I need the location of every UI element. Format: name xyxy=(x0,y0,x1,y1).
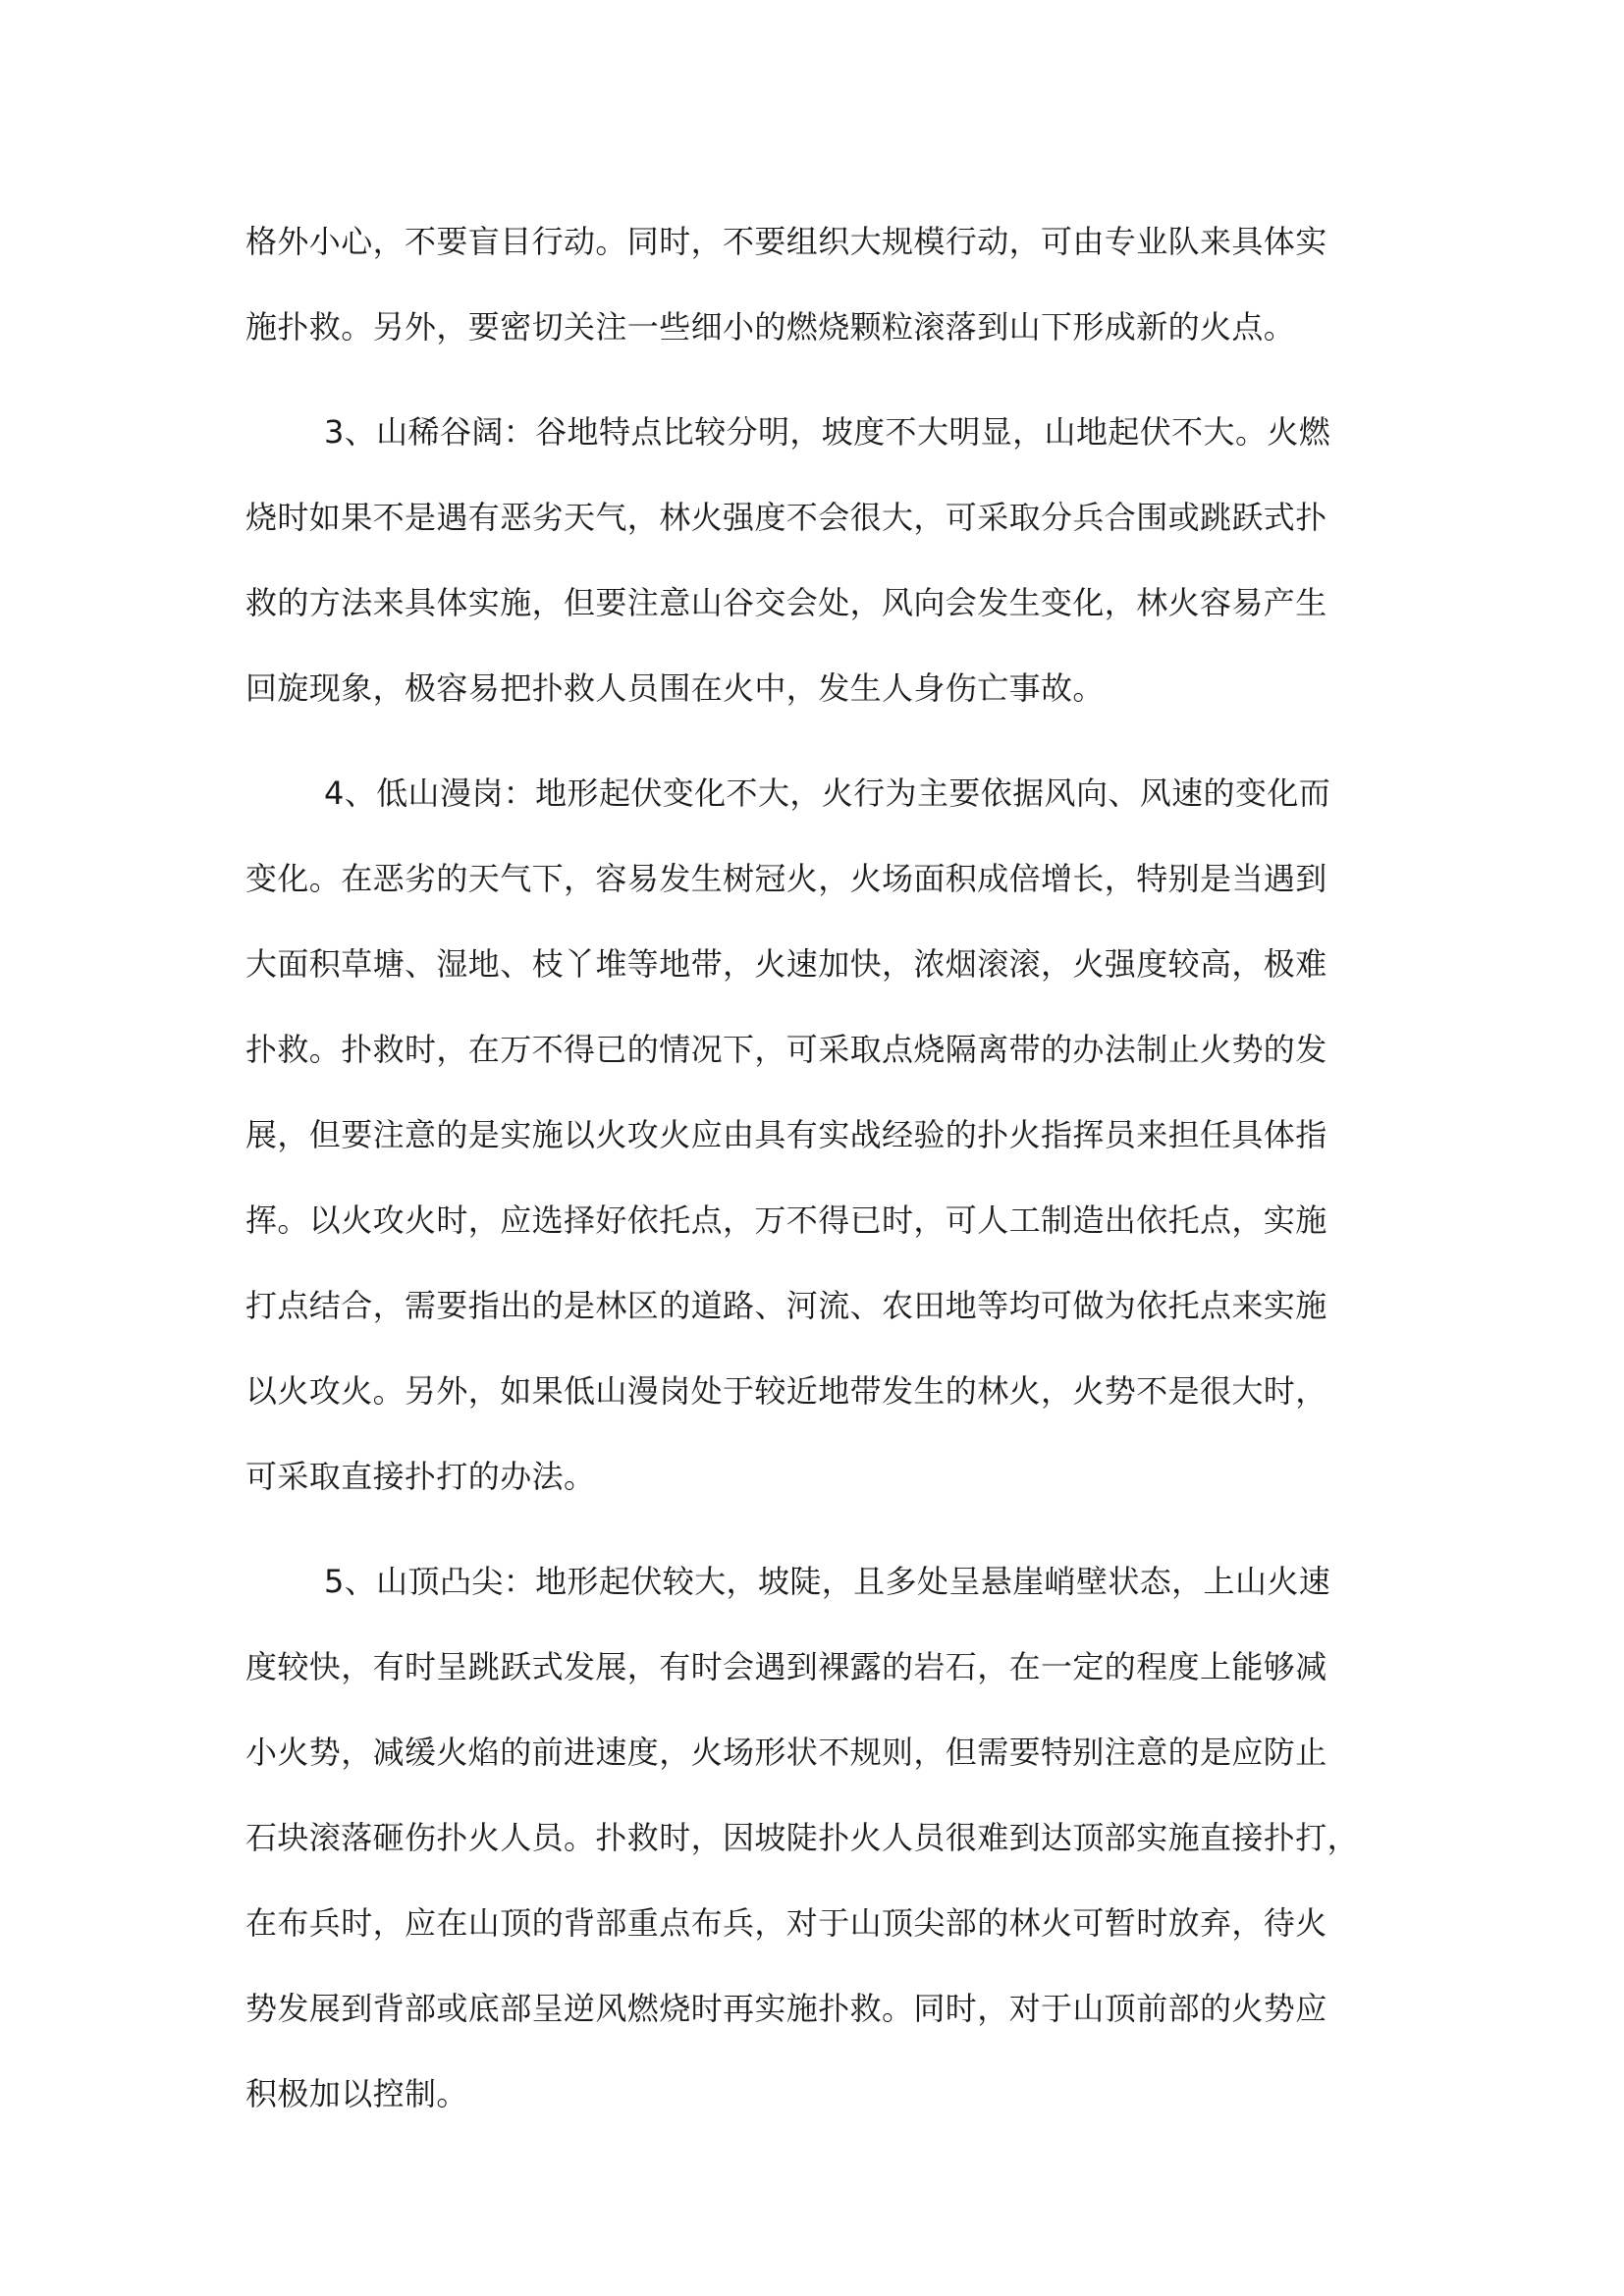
text-line: 施扑救。另外，要密切关注一些细小的燃烧颗粒滚落到山下形成新的火点。 xyxy=(245,308,1296,346)
text-line: 大面积草塘、湿地、枝丫堆等地带，火速加快，浓烟滚滚，火强度较高，极难 xyxy=(245,945,1327,983)
paragraph-heading-line: 4、低山漫岗：地形起伏变化不大，火行为主要依据风向、风速的变化而 xyxy=(324,774,1331,812)
text-line: 扑救。扑救时，在万不得已的情况下，可采取点烧隔离带的办法制止火势的发 xyxy=(245,1031,1327,1068)
text-line: 度较快，有时呈跳跃式发展，有时会遇到裸露的岩石，在一定的程度上能够减 xyxy=(245,1648,1327,1685)
text-line: 小火势，减缓火焰的前进速度，火场形状不规则，但需要特别注意的是应防止 xyxy=(245,1734,1327,1771)
text-line: 回旋现象，极容易把扑救人员围在火中，发生人身伤亡事故。 xyxy=(245,669,1105,707)
text-line: 石块滚落砸伤扑火人员。扑救时，因坡陡扑火人员很难到达顶部实施直接扑打， xyxy=(245,1819,1360,1856)
text-line: 挥。以火攻火时，应选择好依托点，万不得已时，可人工制造出依托点，实施 xyxy=(245,1201,1327,1239)
text-line: 变化。在恶劣的天气下，容易发生树冠火，火场面积成倍增长，特别是当遇到 xyxy=(245,860,1327,897)
text-line: 格外小心，不要盲目行动。同时，不要组织大规模行动，可由专业队来具体实 xyxy=(245,223,1327,260)
paragraph-heading-line: 3、山稀谷阔：谷地特点比较分明，坡度不大明显，山地起伏不大。火燃 xyxy=(324,413,1331,451)
paragraph-heading-line: 5、山顶凸尖：地形起伏较大，坡陡，且多处呈悬崖峭壁状态，上山火速 xyxy=(324,1563,1331,1600)
text-line: 积极加以控制。 xyxy=(245,2075,468,2112)
text-line: 在布兵时，应在山顶的背部重点布兵，对于山顶尖部的林火可暂时放弃，待火 xyxy=(245,1904,1327,1942)
text-line: 烧时如果不是遇有恶劣天气，林火强度不会很大，可采取分兵合围或跳跃式扑 xyxy=(245,499,1327,536)
text-line: 以火攻火。另外，如果低山漫岗处于较近地带发生的林火，火势不是很大时， xyxy=(245,1372,1327,1410)
text-line: 救的方法来具体实施，但要注意山谷交会处，风向会发生变化，林火容易产生 xyxy=(245,584,1327,621)
text-line: 势发展到背部或底部呈逆风燃烧时再实施扑救。同时，对于山顶前部的火势应 xyxy=(245,1990,1327,2027)
text-line: 可采取直接扑打的办法。 xyxy=(245,1458,596,1495)
text-line: 打点结合，需要指出的是林区的道路、河流、农田地等均可做为依托点来实施 xyxy=(245,1287,1327,1324)
text-line: 展，但要注意的是实施以火攻火应由具有实战经验的扑火指挥员来担任具体指 xyxy=(245,1116,1327,1153)
